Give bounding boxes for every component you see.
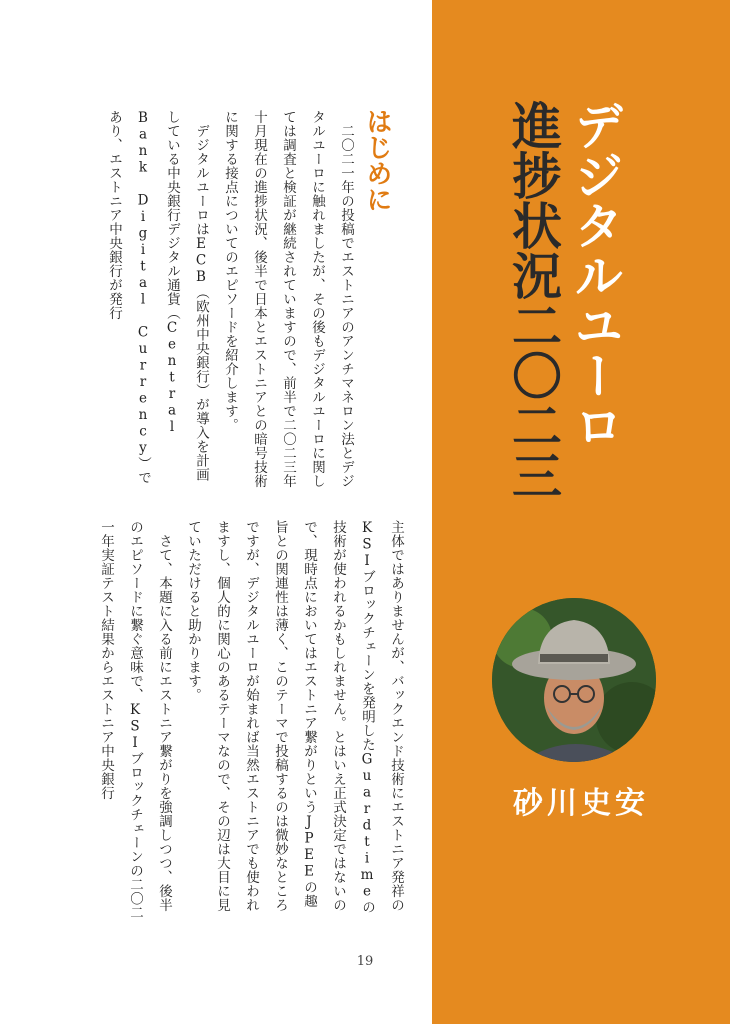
paragraph: さて、本題に入る前にエストニア繋がりを強調しつつ、後半のエピソードに繋ぐ意味で、KSIブロックチェーンの二〇二一年実証テスト結果からエストニア中央銀行	[98, 520, 172, 920]
author-name: 砂川史安	[513, 786, 649, 821]
paragraph: デジタルユーロはECB（欧州中央銀行）が導入を計画している中央銀行デジタル通貨（Central Bank Digital Currency）であり、エストニア中央銀行が発行	[106, 110, 209, 485]
title-line-2: 進捗状況二〇二三	[504, 100, 562, 500]
author-photo	[492, 598, 656, 762]
author-portrait-illustration	[492, 598, 656, 762]
body-text-column-bottom	[98, 520, 410, 920]
body-text-column-top	[106, 110, 360, 490]
paragraph: 主体ではありませんが、バックエンド技術にエストニア発祥のKSIブロックチェーンを発明したGuardtimeの技術が使われるかもしれません。とはいえ正式決定ではないので、現時点においてはエストニア繋がりというJPEEの趣旨との関連性は薄く、このテーマで投稿するのは微妙なところですが、デジタルユーロが始まれば当然エストニアでも使われますし、個人的に関心のあるテーマなので、その辺は大目に見ていただけると助かります。	[185, 520, 404, 914]
paragraph: 二〇二一年の投稿でエストニアのアンチマネロン法とデジタルユーロに触れましたが、その後もデジタルユーロに関しては調査と検証が継続されていますので、前半で二〇二三年十月現在の進捗状況、後半で日本とエストニアとの暗号技術に関する接点についてのエピソードを紹介します。	[222, 110, 354, 488]
section-heading: はじめに	[362, 108, 392, 212]
page-number: 19	[356, 954, 374, 969]
title-line-1: デジタルユーロ	[566, 100, 624, 450]
